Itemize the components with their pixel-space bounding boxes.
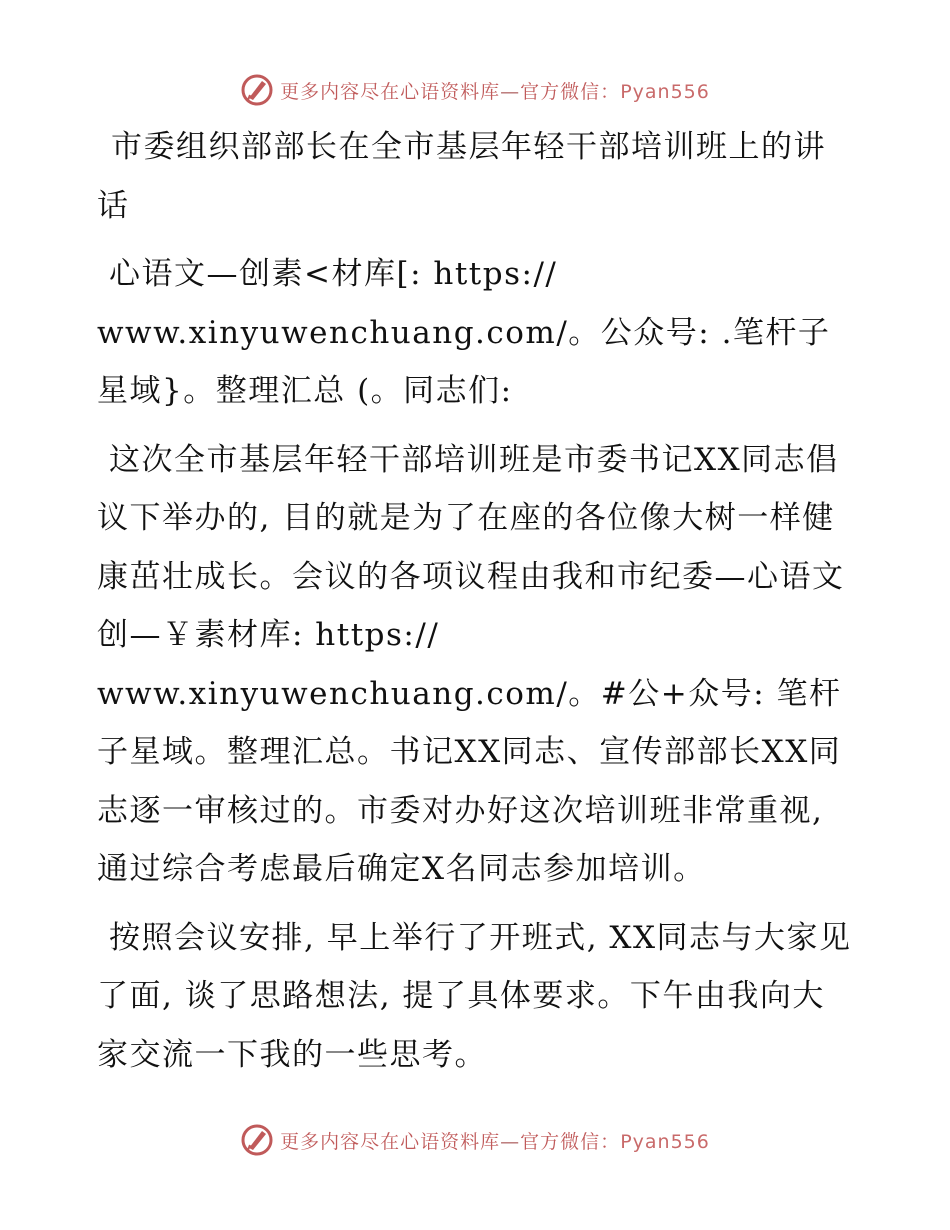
footer-banner <box>0 1120 950 1160</box>
document-title: 市委组织部部长在全市基层年轻干部培训班上的讲话 <box>97 129 826 224</box>
document-body <box>97 118 857 1084</box>
header-banner <box>0 70 950 110</box>
banner-text: 更多内容尽在心语资料库—官方微信：Pyan556 <box>280 80 710 103</box>
paragraph-2: 这次全市基层年轻干部培训班是市委书记XX同志倡议下举办的, 目的就是为了在座的各位像大树一样健康茁壮成长。会议的各项议程由我和市纪委—心语文创—￥素材库: https:// www.xinyuwenchuang.com/。#公+众号: 笔杆子星域。整理汇总。书记XX同志、宣传部部长XX同志逐一审核过的。市委对办好这次培训班非常重视, 通过综合考虑最后确定X名同志参加培训。 <box>97 441 845 887</box>
quill-pen-logo-icon <box>240 1123 274 1157</box>
banner-text: 更多内容尽在心语资料库—官方微信：Pyan556 <box>280 1130 710 1153</box>
paragraph-3: 按照会议安排, 早上举行了开班式, XX同志与大家见了面, 谈了思路想法, 提了具体要求。下午由我向大家交流一下我的一些思考。 <box>97 919 852 1073</box>
paragraph-1: 心语文—创素<材库[: https:// www.xinyuwenchuang.com/。公众号: .笔杆子星域}。整理汇总 (。同志们: <box>97 256 831 409</box>
quill-pen-logo-icon <box>240 73 274 107</box>
